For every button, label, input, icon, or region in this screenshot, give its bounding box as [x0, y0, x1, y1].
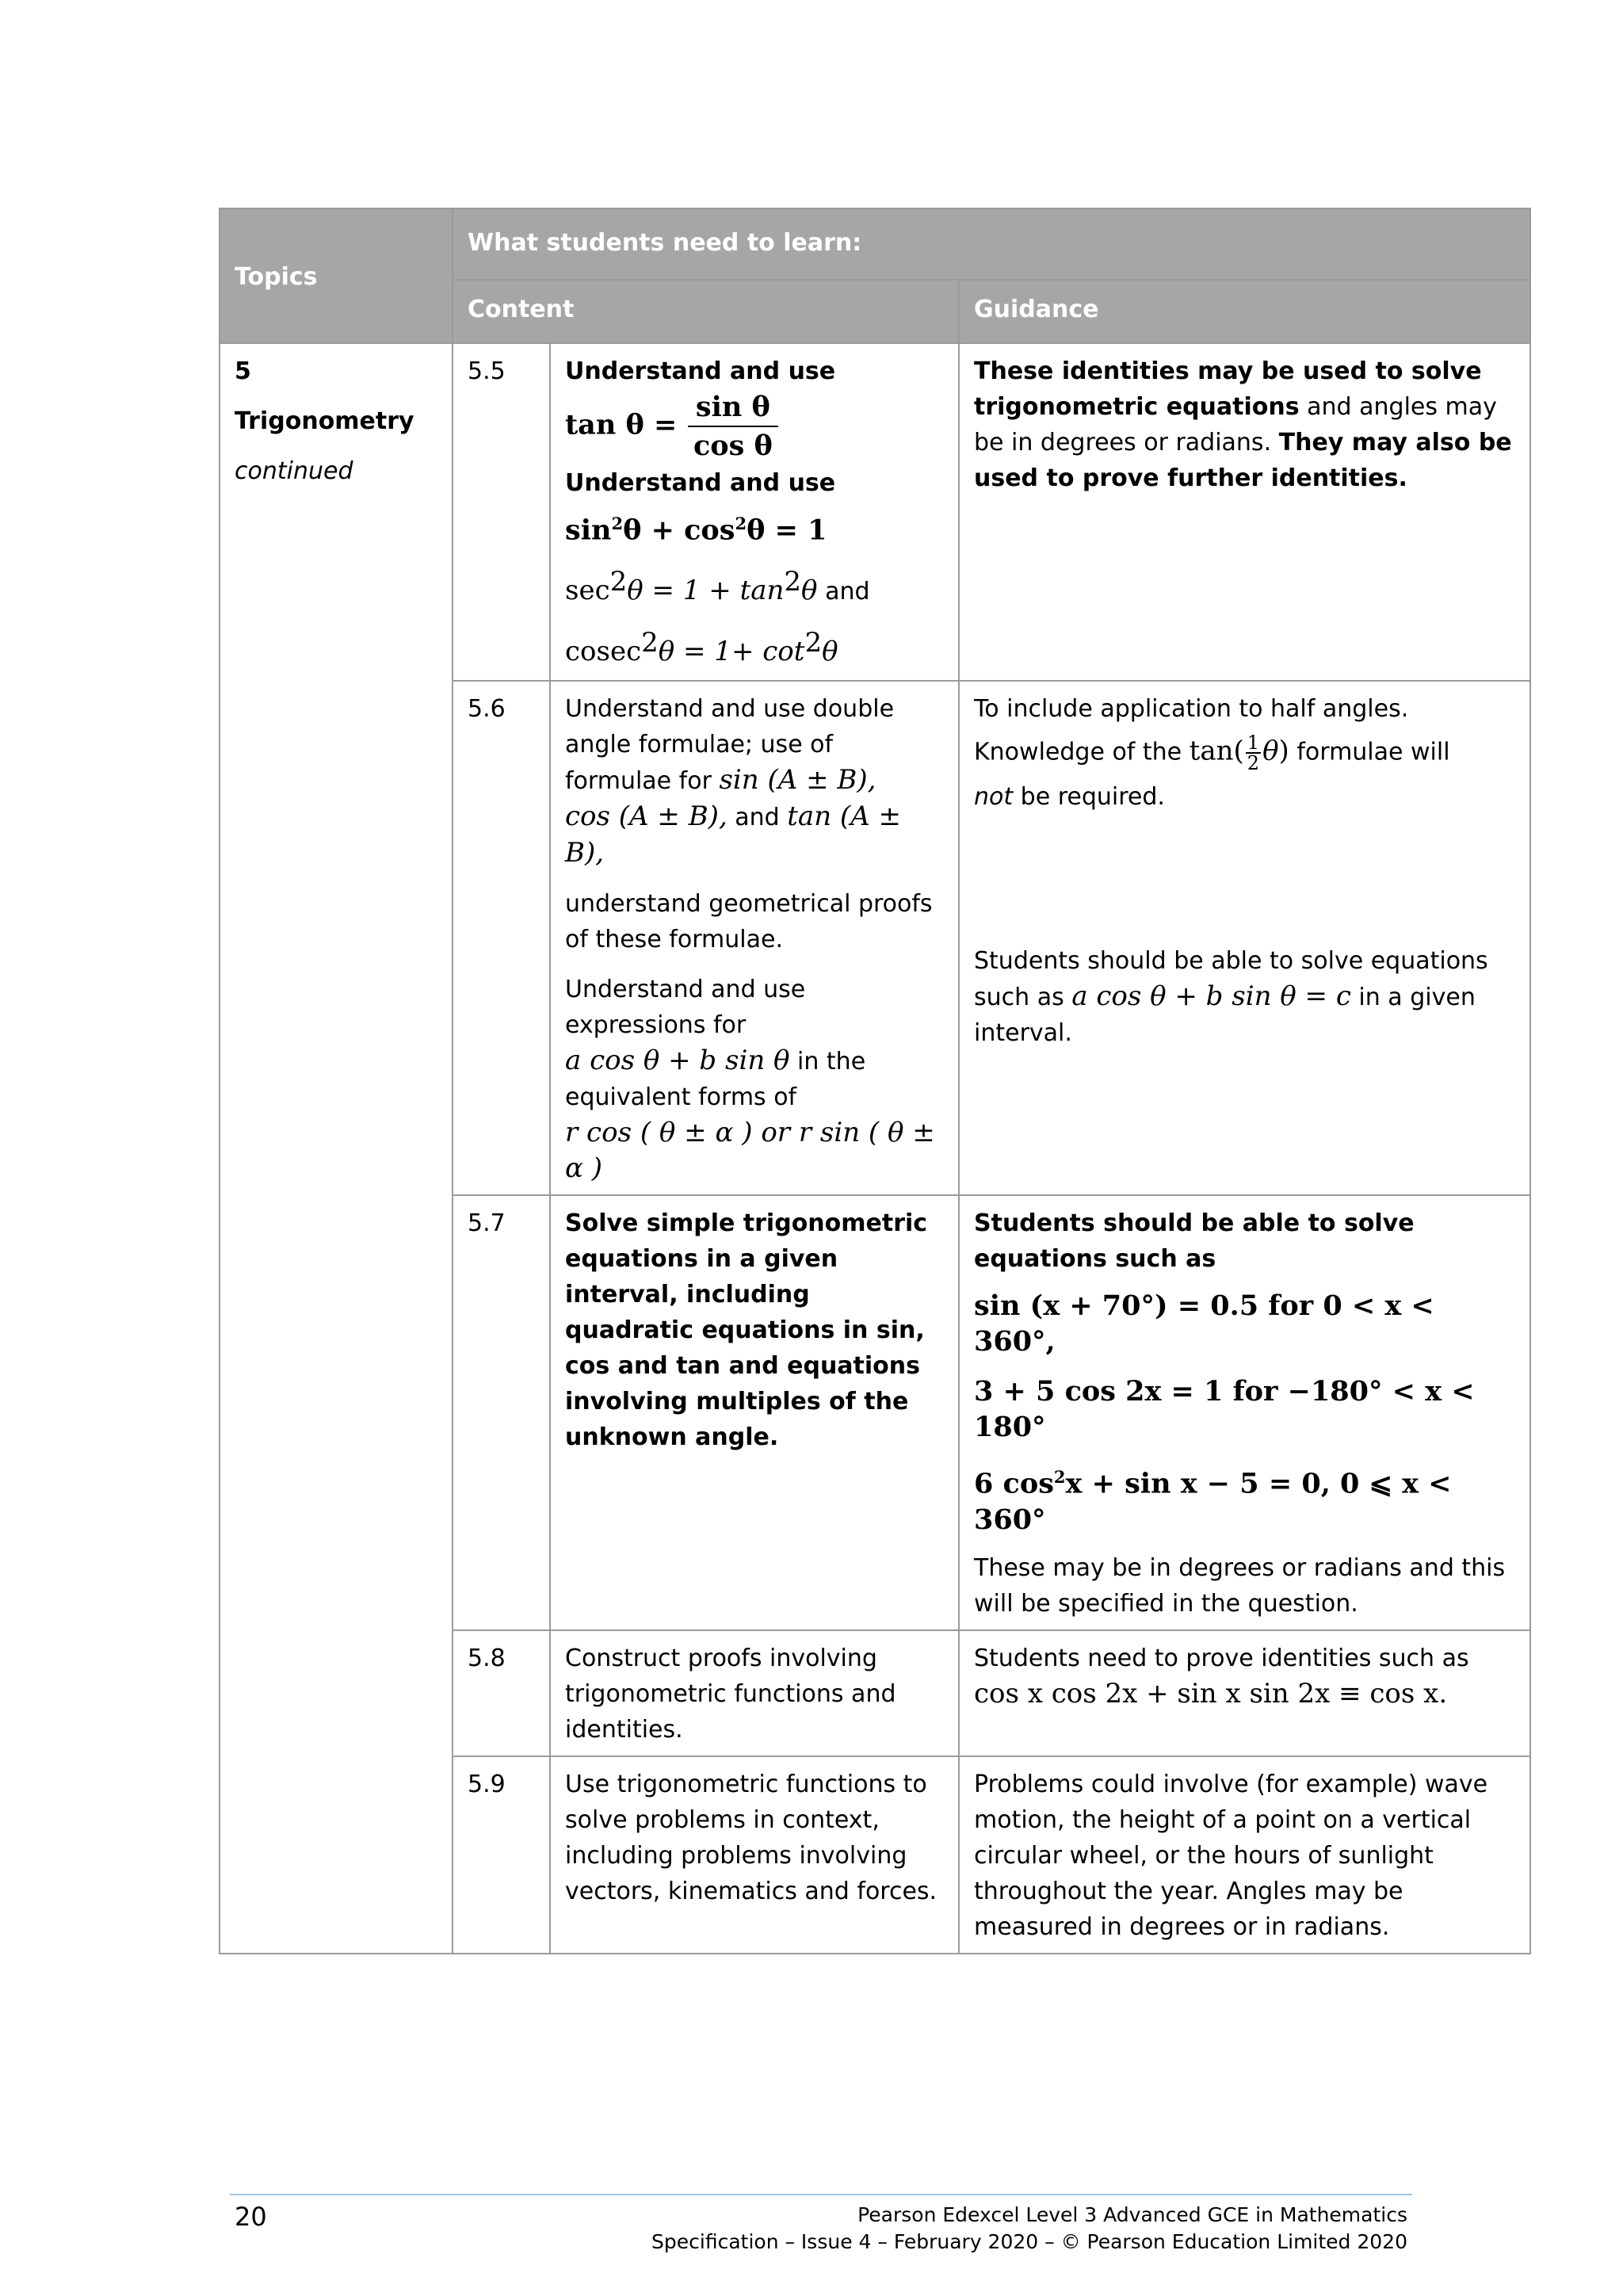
topic-cell: [220, 343, 453, 1954]
guidance-cell: Problems could involve (for example) wave motion, the height of a point on a vertical circular wheel, or the hours of sunlight throughout the year. Angles may be measured in degrees or in radians.: [959, 1756, 1530, 1954]
content-cell: Understand and use double angle formulae; use of formulae for sin (A ± B), cos (A ± B), and tan (A ± B), understand geometrical proofs of these formulae. Understand and use expressions for a cos θ + b sin θ in the equivalent forms of r cos ( θ ± α ) or r sin ( θ ± α ): [550, 681, 959, 1195]
half-fraction: $\frac{1}{2}$: [1247, 732, 1260, 774]
tan-fraction: $\frac{\text{sin θ}}{\text{cos θ}}$: [688, 389, 778, 465]
header-topics: Topics: [220, 208, 453, 343]
guidance-cell: Students need to prove identities such as cos x cos 2x + sin x sin 2x ≡ cos x.: [959, 1630, 1530, 1756]
row-ref: 5.8: [453, 1630, 550, 1756]
header-content: Content: [453, 280, 959, 343]
footer-line-2: Specification – Issue 4 – February 2020 – © Pearson Education Limited 2020: [651, 2230, 1407, 2253]
topic-continued: continued: [235, 457, 353, 485]
cosec-identity: $cosec^2\theta = 1+ \cot^2\theta$: [565, 626, 838, 667]
page-number: 20: [235, 2202, 267, 2232]
content-cell: Use trigonometric functions to solve problems in context, including problems involving vectors, kinematics and forces.: [550, 1756, 959, 1954]
footer-text: [651, 2202, 1407, 2256]
tan-identity: tan θ = $\frac{\text{sin θ}}{\text{cos θ}}$: [565, 389, 944, 465]
row-ref: 5.7: [453, 1195, 550, 1630]
guidance-cell: Students should be able to solve equations such as sin (x + 70°) = 0.5 for 0 < x < 360°, 3 + 5 cos 2x = 1 for −180° < x < 180° 6 $\cos^2x + \sin x - 5 = 0$, 0 ⩽ x < 360° These may be in degrees or radians and this will be specified in the question.: [959, 1195, 1530, 1630]
header-what-students-need-to-learn: What students need to learn:: [453, 208, 1530, 280]
guidance-cell: To include application to half angles. Knowledge of the tan( $\frac{1}{2}$ θ) formulae will not be required. Students should be able to solve equations such as a cos θ + b sin θ = c in a given interval.: [959, 681, 1530, 1195]
specification-table: [219, 208, 1531, 1954]
content-cell: [550, 343, 959, 681]
topic-number: 5: [235, 357, 251, 385]
row-ref: 5.5: [453, 343, 550, 681]
topic-name: Trigonometry: [235, 407, 414, 435]
pythagorean-identity: $\sin^2\theta + \cos^2\theta = 1$: [565, 514, 827, 547]
content-text: Understand and use: [565, 357, 836, 385]
row-ref: 5.6: [453, 681, 550, 1195]
content-cell: Construct proofs involving trigonometric functions and identities.: [550, 1630, 959, 1756]
footer-divider: [230, 2194, 1412, 2195]
row-ref: 5.9: [453, 1756, 550, 1954]
footer-line-1: Pearson Edexcel Level 3 Advanced GCE in Mathematics: [857, 2203, 1407, 2226]
header-guidance: Guidance: [959, 280, 1530, 343]
content-cell: Solve simple trigonometric equations in a given interval, including quadratic equations in sin, cos and tan and equations involving multiples of the unknown angle.: [550, 1195, 959, 1630]
content-text: Understand and use: [565, 469, 836, 497]
sec-identity: $\sec^2\theta = 1 + \tan^2\theta$ and: [565, 565, 870, 606]
guidance-cell: These identities may be used to solve trigonometric equations and angles may be in degrees or radians. They may also be used to prove further identities.: [959, 343, 1530, 681]
table-row: [220, 343, 1530, 681]
